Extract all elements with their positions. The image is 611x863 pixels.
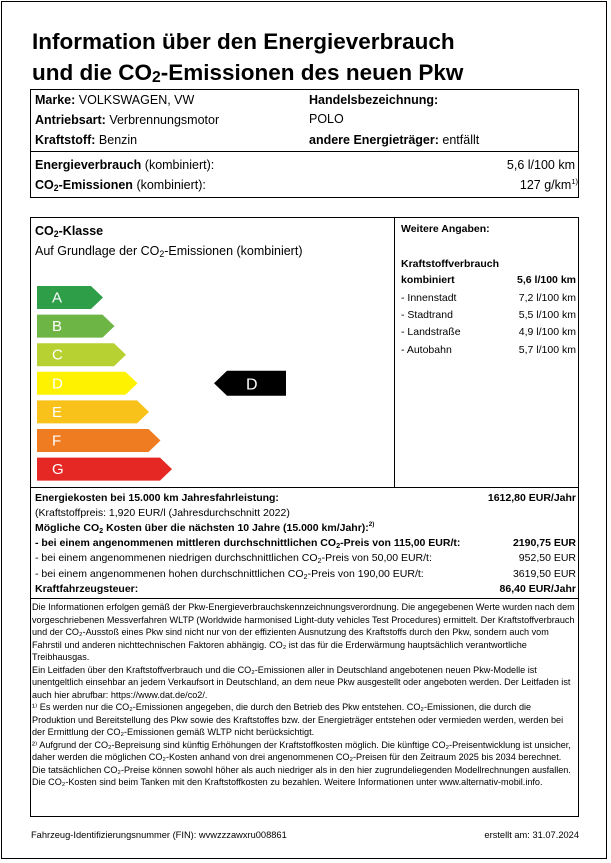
other-energy: andere Energieträger: entfällt: [309, 133, 480, 147]
further-row-label: - Landstraße: [401, 326, 461, 338]
further-row-label: kombiniert: [401, 274, 455, 286]
co2-class-e-arrow: [37, 400, 149, 423]
co2-class-c-arrow: [37, 343, 126, 366]
footnote-1: ¹⁾ Es werden nur die CO₂-Emissionen angegeben, die durch den Betrieb des Pkw entstehen. CO₂-Emissionen, die durch die Produktion und Bereitstellung des Pkw sowie des Kraftstoffes bzw. der Energieträger entstehen oder vermieden werden, werden bei der Ermittlung der CO₂-Emissionen gemäß WLTP nicht berücksichtigt.: [32, 702, 564, 737]
title-line-2: und die $CO_2$-Emissionen des neuen Pkw: [32, 60, 464, 86]
co2-class-g-arrow: [37, 458, 172, 481]
footnote-intro: Die Informationen erfolgen gemäß der Pkw-Energieverbrauchskennzeichnungsverordnung. Die angegebenen Werte wurden nach dem vorgeschriebenen Messverfahren WLTP (Worldwide harmonised Light-duty vehicles Test Procedures) ermittelt. Der Kraftstoffverbrauch und der CO₂-Ausstoß eines Pkw sind nicht nur von der effizienten Ausnutzung des Kraftstoffs durch den Pkw, sondern auch vom Fahrstil und anderen nichttechnischen Faktoren abhängig. CO₂ ist das für die Erderwärmung hauptsächlich verantwortliche Treibhausgas.: [32, 602, 575, 662]
title-line-1: Information über den Energieverbrauch: [32, 29, 455, 54]
co2-scenario-low: - bei einem angenommenen niedrigen durchschnittlichen $CO_2$-Preis von 50,00 EUR/t:: [35, 552, 432, 565]
fuel-price: (Kraftstoffpreis: 1,920 EUR/l (Jahresdurchschnitt 2022): [35, 507, 290, 519]
co2-scenario-high: - bei einem angenommenen hohen durchschnittlichen $CO_2$-Preis von 190,00 EUR/t:: [35, 568, 424, 581]
co2-class-heading: $CO_2$-Klasse: [35, 224, 104, 239]
further-row-value: 4,9 l/100 km: [518, 326, 576, 338]
co2-class-letter: G: [52, 461, 64, 479]
co2-class-letter: D: [52, 375, 63, 393]
co2-class-letter: E: [52, 403, 63, 421]
co2-scenario-mid: - bei einem angenommenen mittleren durchschnittlichen $CO_2$-Preis von 115,00 EUR/t:: [35, 537, 461, 550]
energy-consumption-value: 5,6 l/100 km: [506, 158, 575, 172]
co2-class-f-arrow: [37, 429, 161, 452]
co2-scenario-mid-value: 2190,75 EUR: [512, 537, 576, 549]
energy-costs-label: Energiekosten bei 15.000 km Jahresfahrleistung:: [35, 492, 279, 504]
further-row-label: - Innenstadt: [401, 292, 457, 304]
vehicle-tax-value: 86,40 EUR/Jahr: [499, 583, 576, 595]
current-class-letter: D: [246, 376, 258, 394]
co2-class-letter: A: [52, 289, 63, 307]
footnote-2: ²⁾ Aufgrund der CO₂-Bepreisung sind künftig Erhöhungen der Kraftstoffkosten möglich. Die künftige CO₂-Preisentwicklung ist unsicher, daher werden die möglichen CO₂-Kosten anhand von drei angenommenen CO₂-Preisen für den Zeitraum 2025 bis 2034 berechnet. Die tatsächlichen CO₂-Preise können sowohl höher als auch niedriger als in den hier zugrundeliegenden Modellrechnungen ausfallen. Die CO₂-Kosten sind beim Tanken mit den Kraftstoffkosten zu bezahlen. Weitere Informationen unter www.alternativ-mobil.info.: [32, 739, 571, 787]
energy-consumption-label: Energieverbrauch (kombiniert):: [35, 158, 215, 172]
co2-class-subheading: Auf Grundlage der $CO_2$-Emissionen (kombiniert): [35, 244, 303, 259]
co2-class-d-arrow: [37, 372, 138, 395]
current-class-indicator: [214, 371, 286, 396]
co2-emissions-value: 127 $g/km^{1)}$: [519, 177, 578, 192]
co2-class-a-arrow: [37, 286, 103, 309]
trade-name-value: POLO: [309, 112, 344, 126]
co2-class-letter: F: [52, 432, 62, 450]
vehicle-id-number: Fahrzeug-Identifizierungsnummer (FIN): wvwzzzawxru008861: [31, 830, 287, 840]
further-row-value: 5,7 l/100 km: [518, 344, 576, 356]
further-row-value: 7,2 l/100 km: [518, 292, 576, 304]
make: Marke: VOLKSWAGEN, VW: [35, 93, 195, 107]
co2-scenario-high-value: 3619,50 EUR: [512, 568, 576, 580]
further-row-label: - Stadtrand: [401, 309, 453, 321]
drive-type: Antriebsart: Verbrennungsmotor: [35, 113, 220, 127]
footnotes: [32, 601, 576, 789]
co2-class-letter: C: [52, 346, 63, 364]
co2-emissions-label: $CO_2$-Emissionen (kombiniert):: [35, 178, 206, 193]
trade-name-label: Handelsbezeichnung:: [309, 93, 439, 107]
fuel-type: Kraftstoff: Benzin: [35, 133, 138, 147]
vehicle-tax-label: Kraftfahrzeugsteuer:: [35, 583, 139, 595]
co2-scenario-low-value: 952,50 EUR: [518, 552, 576, 564]
created-date: erstellt am: 31.07.2024: [484, 830, 579, 840]
fuel-consumption-heading: Kraftstoffverbrauch: [401, 258, 500, 270]
further-row-label: - Autobahn: [401, 344, 452, 356]
footnote-guide: Ein Leitfaden über den Kraftstoffverbrauch und die CO₂-Emissionen aller in Deutschland angebotenen neuen Pkw-Modelle ist unentgeltlich einsehbar an jedem Verkaufsort in Deutschland, an dem neue Pkw ausgestellt oder angeboten werden. Der Leitfaden ist auch hier abrufbar: https://www.dat.de/co2/.: [32, 664, 571, 700]
energy-costs-value: 1612,80 EUR/Jahr: [487, 492, 576, 504]
further-info-heading: Weitere Angaben:: [401, 223, 490, 235]
further-row-value: 5,6 l/100 km: [517, 274, 576, 286]
co2-class-letter: B: [52, 318, 63, 336]
co2-costs-heading: Mögliche $CO_2$ Kosten über die nächsten 10 Jahre (15.000 km/Jahr):$^{2)}$: [35, 521, 375, 535]
further-row-value: 5,5 l/100 km: [518, 309, 576, 321]
co2-class-b-arrow: [37, 315, 115, 338]
